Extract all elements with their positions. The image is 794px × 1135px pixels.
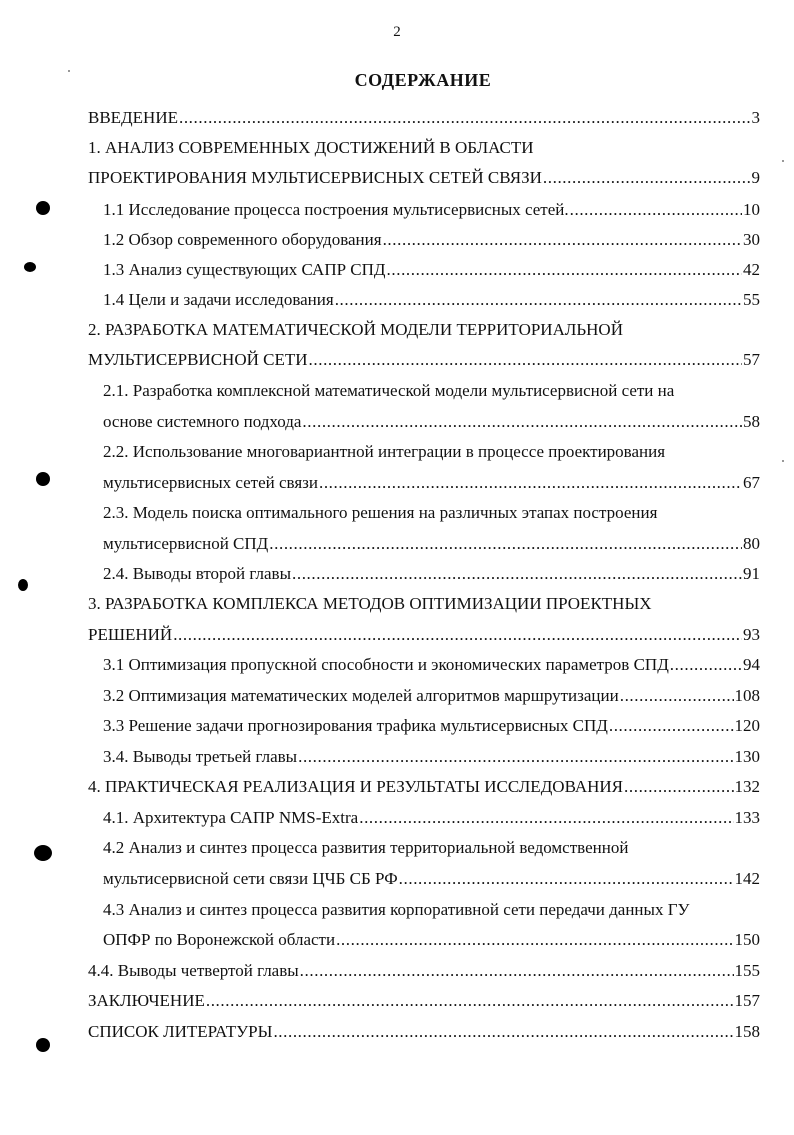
toc-entry bbox=[103, 747, 760, 769]
toc-entry-page: 9 bbox=[751, 168, 760, 187]
scan-speck bbox=[782, 160, 784, 162]
dot-leader bbox=[336, 930, 733, 950]
toc-title: СОДЕРЖАНИЕ bbox=[354, 70, 492, 90]
toc-entry-page: 58 bbox=[743, 412, 760, 431]
toc-entry bbox=[103, 869, 760, 891]
toc-entry-continued bbox=[103, 838, 760, 860]
punch-hole-mark bbox=[36, 472, 50, 486]
toc-entry-page: 94 bbox=[743, 655, 760, 674]
dot-leader bbox=[543, 168, 751, 188]
dot-leader bbox=[399, 869, 734, 889]
toc-entry-page: 132 bbox=[734, 777, 760, 796]
toc-entry bbox=[88, 108, 760, 130]
toc-entry-page: 155 bbox=[734, 961, 760, 980]
toc-entry bbox=[88, 777, 760, 799]
dot-leader bbox=[273, 1022, 733, 1042]
scan-speck bbox=[782, 460, 784, 462]
toc-entry-page: 93 bbox=[743, 625, 760, 644]
toc-entry-title: ОПФР по Воронежской области bbox=[103, 930, 336, 949]
toc-entry-continued bbox=[103, 900, 760, 922]
toc-entry bbox=[88, 625, 760, 647]
dot-leader bbox=[624, 777, 733, 797]
toc-entry-page: 157 bbox=[734, 991, 760, 1010]
toc-entry-title: 1.2 Обзор современного оборудования bbox=[103, 230, 382, 249]
toc-entry-page: 120 bbox=[734, 716, 760, 735]
dot-leader bbox=[206, 991, 734, 1011]
toc-entry-title: 2.1. Разработка комплексной математической модели мультисервисной сети на bbox=[103, 381, 675, 400]
dot-leader bbox=[609, 716, 734, 736]
dot-leader bbox=[269, 534, 742, 554]
toc-entry-title: 4.1. Архитектура САПР NMS-Extra bbox=[103, 808, 359, 827]
toc-entry-title: 2.4. Выводы второй главы bbox=[103, 564, 291, 583]
toc-entry bbox=[88, 961, 760, 983]
toc-entry-page: 30 bbox=[743, 230, 760, 249]
punch-hole-mark bbox=[36, 201, 50, 215]
toc-entry-title: ВВЕДЕНИЕ bbox=[88, 108, 178, 127]
dot-leader bbox=[173, 625, 742, 645]
toc-entry-page: 133 bbox=[734, 808, 760, 827]
toc-entry-continued bbox=[103, 503, 760, 525]
toc-entry-page: 158 bbox=[734, 1022, 760, 1041]
toc-entry-title: 2.2. Использование многовариантной интеграции в процессе проектирования bbox=[103, 442, 666, 461]
toc-entry-title: мультисервисных сетей связи bbox=[103, 473, 318, 492]
toc-entry-page: 3 bbox=[751, 108, 760, 127]
dot-leader bbox=[300, 961, 734, 981]
toc-entry-page: 108 bbox=[734, 686, 760, 705]
toc-entry-page: 91 bbox=[743, 564, 760, 583]
toc-entry bbox=[103, 716, 760, 738]
dot-leader bbox=[359, 808, 733, 828]
toc-entry-page: 67 bbox=[743, 473, 760, 492]
toc-entry bbox=[103, 473, 760, 495]
toc-entry-title: 3.2 Оптимизация математических моделей алгоритмов маршрутизации bbox=[103, 686, 619, 705]
dot-leader bbox=[670, 655, 742, 675]
toc-entry-title: РЕШЕНИЙ bbox=[88, 625, 173, 644]
toc-entry-title: 1.4 Цели и задачи исследования bbox=[103, 290, 334, 309]
toc-entry-title: ПРОЕКТИРОВАНИЯ МУЛЬТИСЕРВИСНЫХ СЕТЕЙ СВЯЗИ bbox=[88, 168, 542, 187]
toc-entry bbox=[103, 655, 760, 677]
toc-entry bbox=[103, 534, 760, 556]
toc-entry-title: основе системного подхода bbox=[103, 412, 302, 431]
dot-leader bbox=[298, 747, 733, 767]
dot-leader bbox=[179, 108, 751, 128]
toc-entry-continued bbox=[88, 320, 760, 342]
toc-entry-title: 2. РАЗРАБОТКА МАТЕМАТИЧЕСКОЙ МОДЕЛИ ТЕРРИТОРИАЛЬНОЙ bbox=[88, 320, 623, 339]
toc-entry-title: 3.3 Решение задачи прогнозирования трафика мультисервисных СПД bbox=[103, 716, 608, 735]
toc-entry-title: 4.2 Анализ и синтез процесса развития территориальной ведомственной bbox=[103, 838, 629, 857]
toc-entry-title: 4. ПРАКТИЧЕСКАЯ РЕАЛИЗАЦИЯ И РЕЗУЛЬТАТЫ ИССЛЕДОВАНИЯ bbox=[88, 777, 624, 796]
toc-entry bbox=[103, 260, 760, 282]
toc-entry-page: 10 bbox=[743, 200, 760, 219]
toc-entry-title: мультисервисной СПД bbox=[103, 534, 269, 553]
page-number: 2 bbox=[393, 24, 401, 40]
scan-speck bbox=[68, 70, 70, 72]
toc-entry bbox=[103, 230, 760, 252]
toc-entry bbox=[103, 686, 760, 708]
dot-leader bbox=[319, 473, 742, 493]
toc-entry-title: 3. РАЗРАБОТКА КОМПЛЕКСА МЕТОДОВ ОПТИМИЗАЦИИ ПРОЕКТНЫХ bbox=[88, 594, 652, 613]
toc-entry-continued bbox=[88, 594, 760, 616]
punch-hole-mark bbox=[34, 845, 52, 861]
dot-leader bbox=[309, 350, 742, 370]
toc-entry bbox=[103, 290, 760, 312]
toc-entry bbox=[88, 168, 760, 190]
toc-entry bbox=[103, 808, 760, 830]
dot-leader bbox=[383, 230, 742, 250]
dot-leader bbox=[302, 412, 742, 432]
dot-leader bbox=[335, 290, 742, 310]
toc-entry-title: ЗАКЛЮЧЕНИЕ bbox=[88, 991, 205, 1010]
dot-leader bbox=[570, 200, 742, 220]
toc-entry bbox=[88, 991, 760, 1013]
toc-entry-page: 142 bbox=[734, 869, 760, 888]
toc-entry-title: мультисервисной сети связи ЦЧБ СБ РФ bbox=[103, 869, 398, 888]
toc-entry-title: 4.3 Анализ и синтез процесса развития корпоративной сети передачи данных ГУ bbox=[103, 900, 690, 919]
toc-entry-title: МУЛЬТИСЕРВИСНОЙ СЕТИ bbox=[88, 350, 308, 369]
toc-entry bbox=[103, 200, 760, 222]
toc-entry-title: 3.4. Выводы третьей главы bbox=[103, 747, 298, 766]
toc-entry-page: 80 bbox=[743, 534, 760, 553]
toc-entry-title: 4.4. Выводы четвертой главы bbox=[88, 961, 299, 980]
punch-hole-mark bbox=[36, 1038, 50, 1052]
toc-entry bbox=[88, 350, 760, 372]
toc-entry-title: 3.1 Оптимизация пропускной способности и экономических параметров СПД bbox=[103, 655, 669, 674]
dot-leader bbox=[620, 686, 734, 706]
toc-entry bbox=[88, 1022, 760, 1044]
toc-entry-title: 1.3 Анализ существующих САПР СПД bbox=[103, 260, 386, 279]
toc-entry bbox=[103, 412, 760, 434]
toc-entry-title: 1. АНАЛИЗ СОВРЕМЕННЫХ ДОСТИЖЕНИЙ В ОБЛАСТИ bbox=[88, 138, 534, 157]
toc-entry-page: 55 bbox=[743, 290, 760, 309]
toc-entry-page: 42 bbox=[743, 260, 760, 279]
toc-entry-continued bbox=[103, 381, 760, 403]
toc-entry-page: 130 bbox=[734, 747, 760, 766]
dot-leader bbox=[387, 260, 742, 280]
dot-leader bbox=[292, 564, 742, 584]
toc-entry bbox=[103, 930, 760, 952]
toc-entry-page: 57 bbox=[743, 350, 760, 369]
toc-entry-page: 150 bbox=[734, 930, 760, 949]
punch-hole-mark bbox=[24, 262, 36, 272]
toc-entry-title: 1.1 Исследование процесса построения мультисервисных сетей. bbox=[103, 200, 569, 219]
toc-entry-title: 2.3. Модель поиска оптимального решения на различных этапах построения bbox=[103, 503, 658, 522]
toc-entry bbox=[103, 564, 760, 586]
toc-entry-continued bbox=[103, 442, 760, 464]
toc-entry-title: СПИСОК ЛИТЕРАТУРЫ bbox=[88, 1022, 273, 1041]
toc-entry-continued bbox=[88, 138, 760, 160]
punch-hole-mark bbox=[18, 579, 28, 591]
